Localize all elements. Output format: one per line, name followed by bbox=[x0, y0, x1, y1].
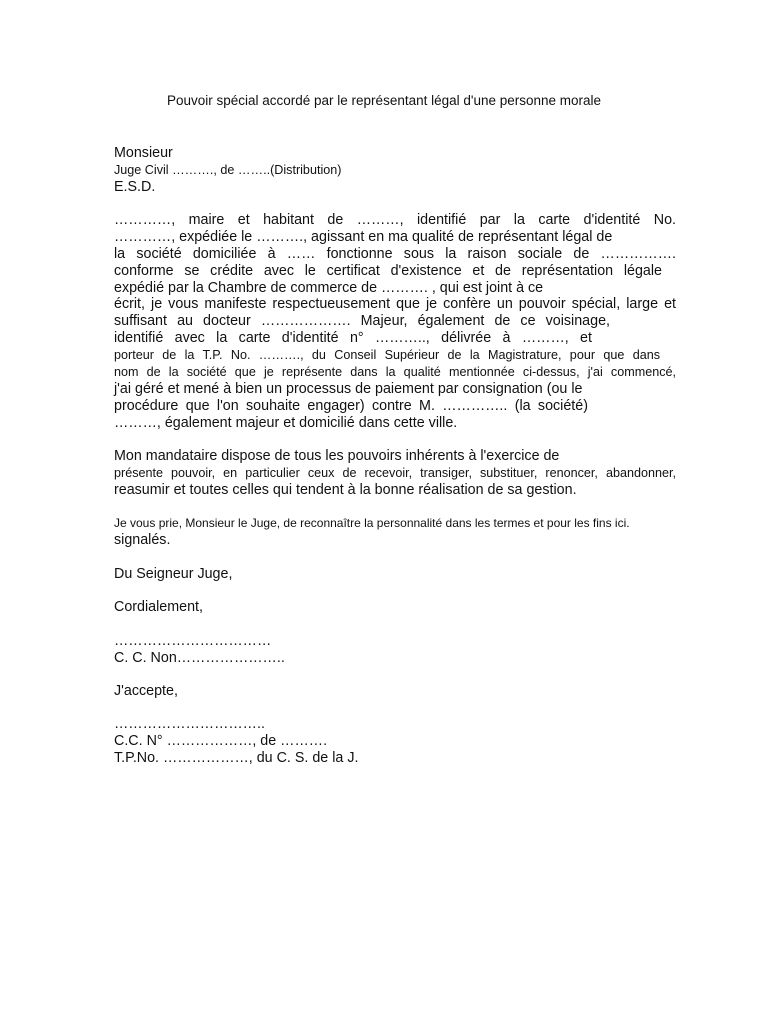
paragraph-1-line: suffisant au docteur ………………. Majeur, également de ce voisinage, bbox=[114, 313, 610, 329]
salutation-line-3: E.S.D. bbox=[114, 179, 156, 195]
paragraph-1-line: identifié avec la carte d'identité n° ……….., délivrée à ………, et bbox=[114, 330, 592, 346]
paragraph-1-line: procédure que l'on souhaite engager) contre M. ………….. (la société) bbox=[114, 398, 588, 414]
paragraph-1-line: j'ai géré et mené à bien un processus de paiement par consignation (ou le bbox=[114, 381, 583, 397]
paragraph-2-line: présente pouvoir, en particulier ceux de recevoir, transiger, substituer, renoncer, abandonner, bbox=[114, 466, 676, 480]
paragraph-1-line: porteur de la T.P. No. ………., du Conseil Supérieur de la Magistrature, pour que dans bbox=[114, 348, 660, 362]
paragraph-1-line: écrit, je vous manifeste respectueusement que je confère un pouvoir spécial, large et bbox=[114, 296, 676, 312]
paragraph-1-line: …………, maire et habitant de ………, identifié par la carte d'identité No. bbox=[114, 212, 676, 228]
paragraph-1-line: …………, expédiée le ………., agissant en ma qualité de représentant légal de bbox=[114, 229, 613, 245]
salutation-line-1: Monsieur bbox=[114, 145, 173, 161]
signature-line-1: …………………………… bbox=[114, 633, 272, 649]
paragraph-1-line: conforme se crédite avec le certificat d'existence et de représentation légale bbox=[114, 263, 662, 279]
paragraph-1-line: ………, également majeur et domicilié dans cette ville. bbox=[114, 415, 458, 431]
paragraph-3-line: Je vous prie, Monsieur le Juge, de reconnaître la personnalité dans les termes et pour les fins ici. bbox=[114, 516, 630, 530]
paragraph-2-line: reasumir et toutes celles qui tendent à la bonne réalisation de sa gestion. bbox=[114, 482, 577, 498]
closing-line-1: Du Seigneur Juge, bbox=[114, 566, 233, 582]
signature-cc-2: C.C. N° ………………, de ………. bbox=[114, 733, 328, 749]
paragraph-3-line: signalés. bbox=[114, 532, 171, 548]
accept-label: J'accepte, bbox=[114, 683, 178, 699]
paragraph-2-line: Mon mandataire dispose de tous les pouvoirs inhérents à l'exercice de bbox=[114, 448, 560, 464]
paragraph-1-line: expédié par la Chambre de commerce de ………. , qui est joint à ce bbox=[114, 280, 544, 296]
paragraph-1-line: nom de la société que je représente dans la qualité mentionnée ci-dessus, j'ai commencé, bbox=[114, 365, 676, 379]
salutation-line-2: Juge Civil ………., de ……..(Distribution) bbox=[114, 163, 342, 177]
closing-line-2: Cordialement, bbox=[114, 599, 203, 615]
signature-cc-1: C. C. Non………………….. bbox=[114, 650, 285, 666]
paragraph-1-line: la société domiciliée à …… fonctionne sous la raison sociale de ……………. bbox=[114, 246, 676, 262]
signature-tp-2: T.P.No. ………………, du C. S. de la J. bbox=[114, 750, 359, 766]
document-title: Pouvoir spécial accordé par le représentant légal d'une personne morale bbox=[166, 93, 602, 108]
signature-line-2: ………………………….. bbox=[114, 716, 265, 732]
